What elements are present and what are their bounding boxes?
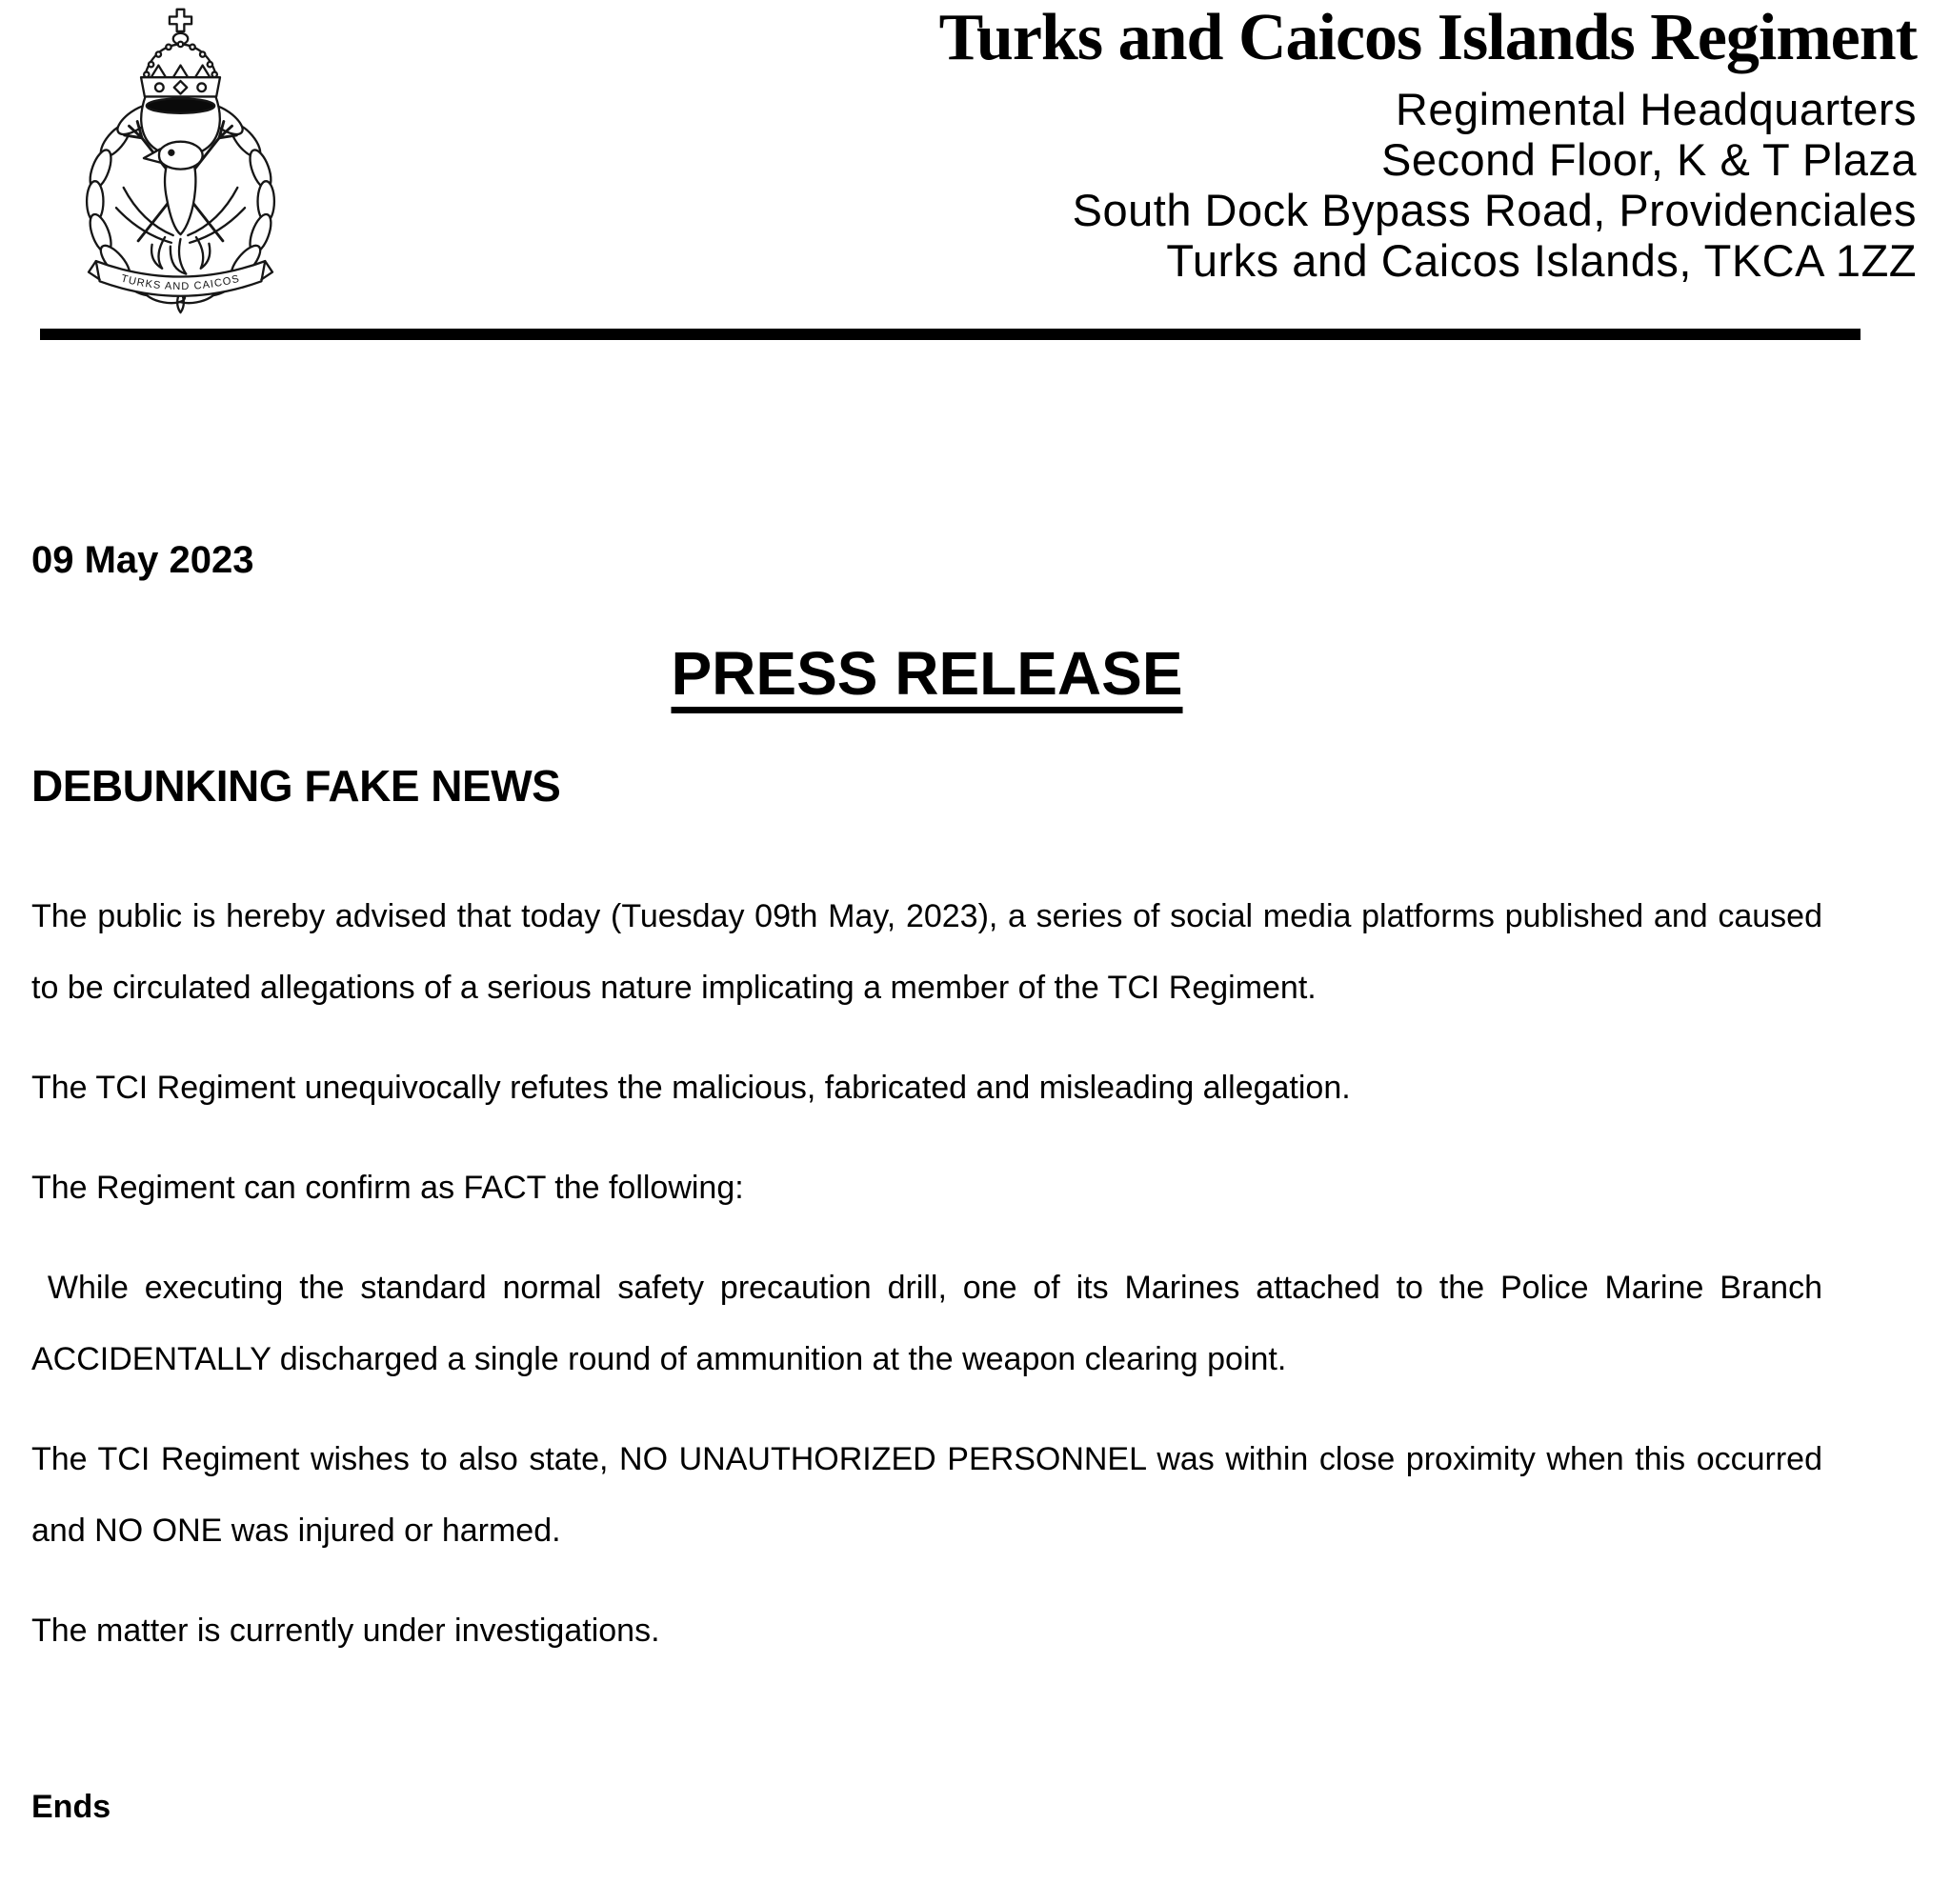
letterhead-address [939,84,1917,286]
organization-name: Turks and Caicos Islands Regiment [938,1,1917,74]
document-body [31,881,1822,1872]
letterhead-line-road: South Dock Bypass Road, Providenciales [1072,185,1917,235]
document-date: 09 May 2023 [31,539,254,581]
letterhead [938,1,1917,286]
regiment-crest-logo [70,4,292,316]
paragraph-refutation: The TCI Regiment unequivocally refutes the malicious, fabricated and misleading allegation. [31,1070,1351,1106]
crown-icon [141,10,220,97]
paragraph-no-injuries: The TCI Regiment wishes to also state, NO UNAUTHORIZED PERSONNEL was within close proximity when this occurred and NO ONE was injured or harmed. [31,1441,1822,1549]
paragraph-incident: While executing the standard normal safety precaution drill, one of its Marines attached to the Police Marine Branch ACCIDENTALLY discharged a single round of ammunition at the weapon clearing point. [31,1270,1822,1377]
closing-word: Ends [31,1789,111,1825]
document-title: PRESS RELEASE [671,639,1183,708]
letterhead-line-postcode: Turks and Caicos Islands, TKCA 1ZZ [1166,235,1917,286]
crown-dome-dark-band [147,98,214,112]
banner-text: TURKS AND CAICOS [119,272,242,293]
paragraph-investigation: The matter is currently under investigations. [31,1613,660,1649]
paragraph-fact-intro: The Regiment can confirm as FACT the following: [31,1170,744,1206]
document-subtitle: DEBUNKING FAKE NEWS [31,761,561,811]
letterhead-line-floor: Second Floor, K & T Plaza [1380,134,1917,185]
crest-svg [70,4,292,316]
letterhead-divider-rule [40,329,1860,340]
letterhead-line-department: Regimental Headquarters [1395,84,1917,134]
paragraph-advisory: The public is hereby advised that today (Tuesday 09th May, 2023), a series of social media platforms published and caused to be circulated allegations of a serious nature implicating a member of the TCI Regiment. [31,898,1822,1006]
